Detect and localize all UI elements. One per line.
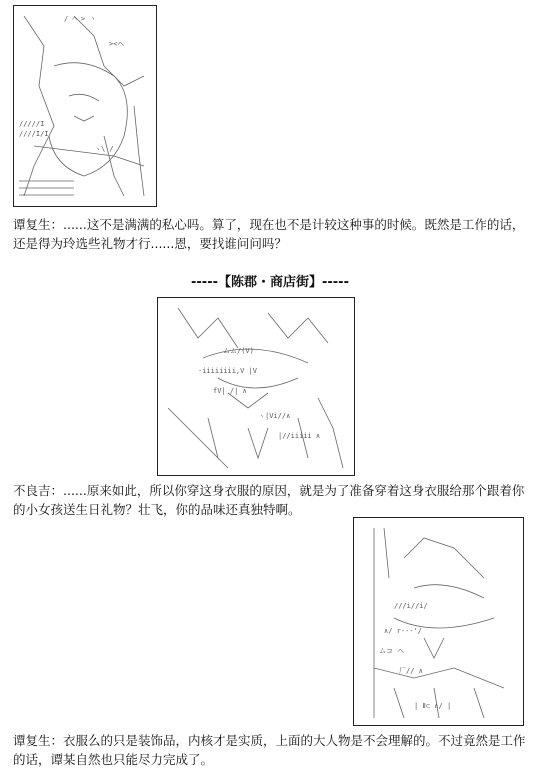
- svg-text:ヽ\ /: ヽ\ /: [94, 145, 114, 153]
- svg-text:厂// ∧: 厂// ∧: [399, 667, 423, 675]
- svg-text:///i//i/: ///i//i/: [394, 602, 428, 610]
- svg-text:| Ⅱ⊂ ∧/ |: | Ⅱ⊂ ∧/ |: [414, 702, 452, 710]
- svg-text:////I/I: ////I/I: [19, 130, 49, 138]
- section-header: -----【陈郡・商店街】-----: [191, 275, 349, 290]
- ascii-art-panel-2: [157, 297, 355, 476]
- svg-text:ムコ ヘ: ムコ ヘ: [379, 647, 405, 655]
- ascii-art-figure-2: [158, 298, 354, 475]
- svg-text:-iiiiiiii,V |V: -iiiiiiii,V |V: [198, 367, 258, 375]
- svg-text:ヽ|Vi//∧: ヽ|Vi//∧: [258, 412, 291, 420]
- svg-text:/ ⌒ > 丶: / ⌒ > 丶: [64, 15, 97, 23]
- svg-text:><ヘ: ><ヘ: [109, 40, 125, 48]
- dialogue-1: 谭复生：......这不是满满的私心吗。算了，现在也不是计较这种事的时候。既然是工作的话，还是得为玲选些礼物才行......恩，要找谁问问吗？: [13, 217, 525, 251]
- ascii-art-panel-1: [13, 5, 157, 207]
- svg-text://///I: /////I: [19, 120, 45, 128]
- ascii-art-figure-3: [354, 518, 523, 725]
- svg-text:fV| /| ∧: fV| /| ∧: [213, 387, 247, 395]
- ascii-art-panel-3: [353, 517, 524, 726]
- dialogue-3: 谭复生：衣服么的只是装饰品，内核才是实质，上面的大人物是不会理解的。不过竟然是工作的话，谭某自然也只能尽力完成了。: [13, 733, 526, 767]
- svg-text:|//iiiii ∧: |//iiiii ∧: [278, 432, 321, 440]
- dialogue-2: 不良吉：......原来如此，所以你穿这身衣服的原因，就是为了准备穿着这身衣服给那个跟着你的小女孩送生日礼物？壮飞，你的品味还真独特啊。: [13, 483, 525, 517]
- svg-text:∧/ r---'/: ∧/ r---'/: [384, 627, 422, 635]
- svg-text:ムム/(V): ムム/(V): [223, 347, 254, 355]
- ascii-art-figure-1: [14, 6, 156, 206]
